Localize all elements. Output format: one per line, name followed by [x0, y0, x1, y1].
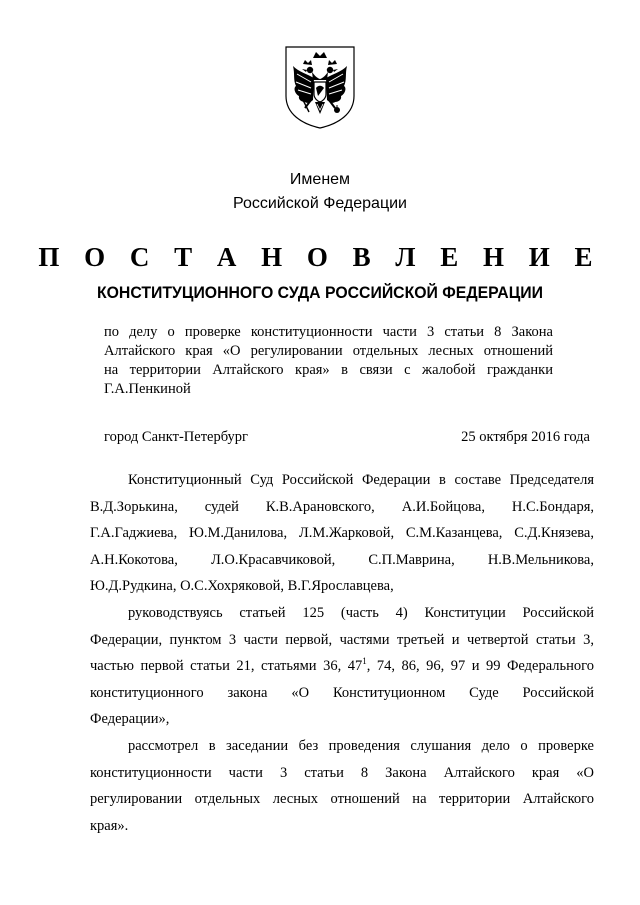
- case-subject-line: по делу о проверке конституционности части 3 статьи 8 Закона: [104, 324, 553, 340]
- body-line: Федерации, пунктом 3 части первой, частями третьей и четвертой статьи 3,: [90, 631, 594, 648]
- body-line: Г.А.Гаджиева, Ю.М.Данилова, Л.М.Жарковой, С.М.Казанцева, С.Д.Князева,: [90, 525, 594, 542]
- case-subject-line: на территории Алтайского края» в связи с жалобой гражданки: [104, 362, 553, 378]
- header-russian-federation: Российской Федерации: [233, 195, 407, 212]
- header-in-the-name-of: Именем: [289, 171, 351, 188]
- body-line: края».: [90, 817, 129, 834]
- body-line: А.Н.Кокотова, Л.О.Красавчиковой, С.П.Маврина, Н.В.Мельникова,: [90, 551, 594, 568]
- body-line: [90, 653, 594, 680]
- body-line: рассмотрел в заседании без проведения слушания дело о проверке: [128, 737, 594, 754]
- case-subject-line: Г.А.Пенкиной: [104, 381, 191, 397]
- document-subtitle: КОНСТИТУЦИОННОГО СУДА РОССИЙСКОЙ ФЕДЕРАЦИИ: [96, 283, 544, 302]
- city: город Санкт-Петербург: [104, 429, 249, 445]
- body-line: Ю.Д.Рудкина, О.С.Хохряковой, В.Г.Ярославцева,: [90, 578, 394, 595]
- document-title: П О С Т А Н О В Л Е Н И Е: [38, 242, 602, 272]
- case-subject: [104, 323, 553, 399]
- coat-of-arms-icon: [283, 44, 357, 130]
- body-line: конституционности части 3 статьи 8 Закона Алтайского края «О: [90, 764, 594, 781]
- body-text-fragment: частью первой статьи 21, статьями 36, 47: [90, 658, 363, 675]
- body-line: руководствуясь статьей 125 (часть 4) Конституции Российской: [128, 604, 594, 621]
- body-line: В.Д.Зорькина, судей К.В.Арановского, А.И.Бойцова, Н.С.Бондаря,: [90, 498, 594, 515]
- superscript: 1: [362, 656, 367, 667]
- body-line: конституционного закона «О Конституционном Суде Российской: [90, 684, 594, 701]
- body-line: Конституционный Суд Российской Федерации в составе Председателя: [128, 472, 594, 488]
- case-subject-line: Алтайского края «О регулировании отдельных лесных отношений: [104, 343, 553, 359]
- body-text-fragment: , 74, 86, 96, 97 и 99 Федерального: [366, 658, 595, 675]
- date: 25 октября 2016 года: [461, 429, 590, 445]
- body-line: регулировании отдельных лесных отношений на территории Алтайского: [90, 791, 594, 808]
- body-line: Федерации»,: [90, 711, 170, 728]
- document-body: [90, 467, 594, 839]
